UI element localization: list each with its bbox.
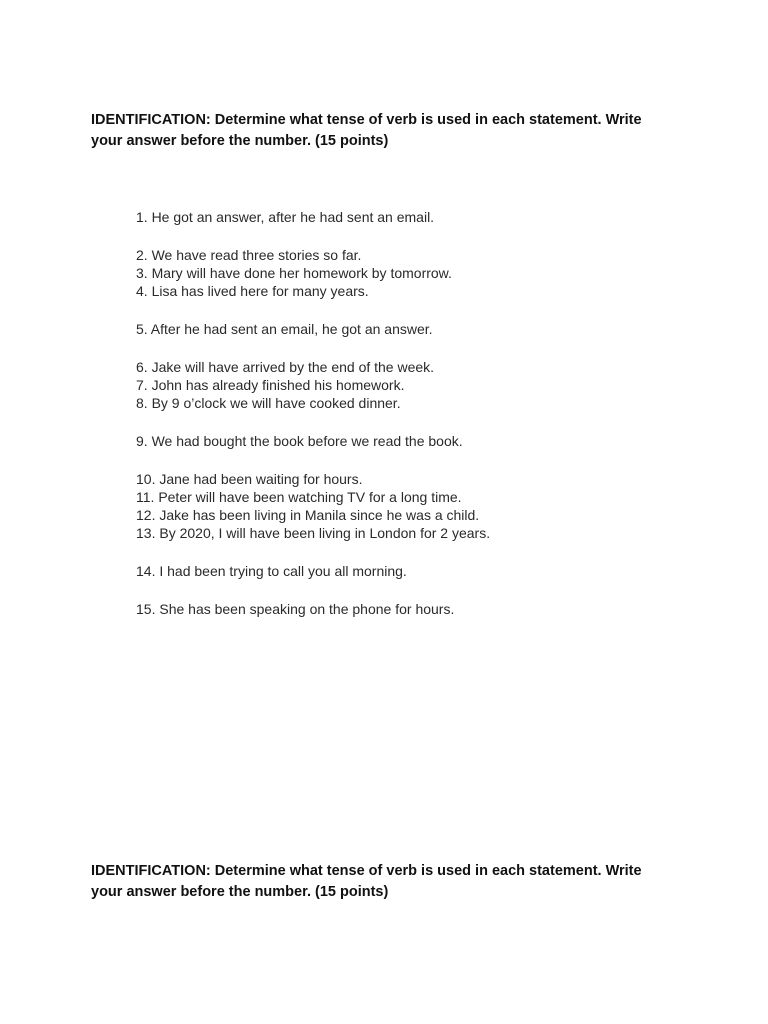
instructions-heading-repeat-line-1: IDENTIFICATION: Determine what tense of verb is used in each statement. Write: [91, 863, 642, 879]
instructions-heading-line-1: IDENTIFICATION: Determine what tense of verb is used in each statement. Write: [91, 112, 642, 128]
statement-item: 7. John has already finished his homework.: [136, 377, 405, 393]
statement-item: 5. After he had sent an email, he got an answer.: [136, 321, 433, 337]
statement-item: 12. Jake has been living in Manila since he was a child.: [136, 507, 480, 523]
statement-item: 14. I had been trying to call you all morning.: [136, 563, 407, 579]
statement-item: 4. Lisa has lived here for many years.: [136, 283, 369, 299]
statement-item: 2. We have read three stories so far.: [136, 247, 362, 263]
instructions-heading-repeat-line-2: your answer before the number. (15 points): [91, 884, 389, 900]
statement-list: [136, 208, 490, 618]
statement-item: 8. By 9 o’clock we will have cooked dinner.: [136, 395, 401, 411]
instructions-heading-repeat: [91, 861, 691, 903]
statement-item: 15. She has been speaking on the phone for hours.: [136, 601, 455, 617]
instructions-heading: [91, 110, 691, 152]
statement-item: 1. He got an answer, after he had sent an email.: [136, 209, 435, 225]
statement-item: 6. Jake will have arrived by the end of the week.: [136, 359, 435, 375]
statement-item: 13. By 2020, I will have been living in London for 2 years.: [136, 525, 491, 541]
instructions-heading-line-2: your answer before the number. (15 points): [91, 133, 389, 149]
statement-item: 9. We had bought the book before we read the book.: [136, 433, 463, 449]
statement-item: 11. Peter will have been watching TV for a long time.: [136, 489, 462, 505]
statement-item: 10. Jane had been waiting for hours.: [136, 471, 363, 487]
statement-item: 3. Mary will have done her homework by tomorrow.: [136, 265, 452, 281]
